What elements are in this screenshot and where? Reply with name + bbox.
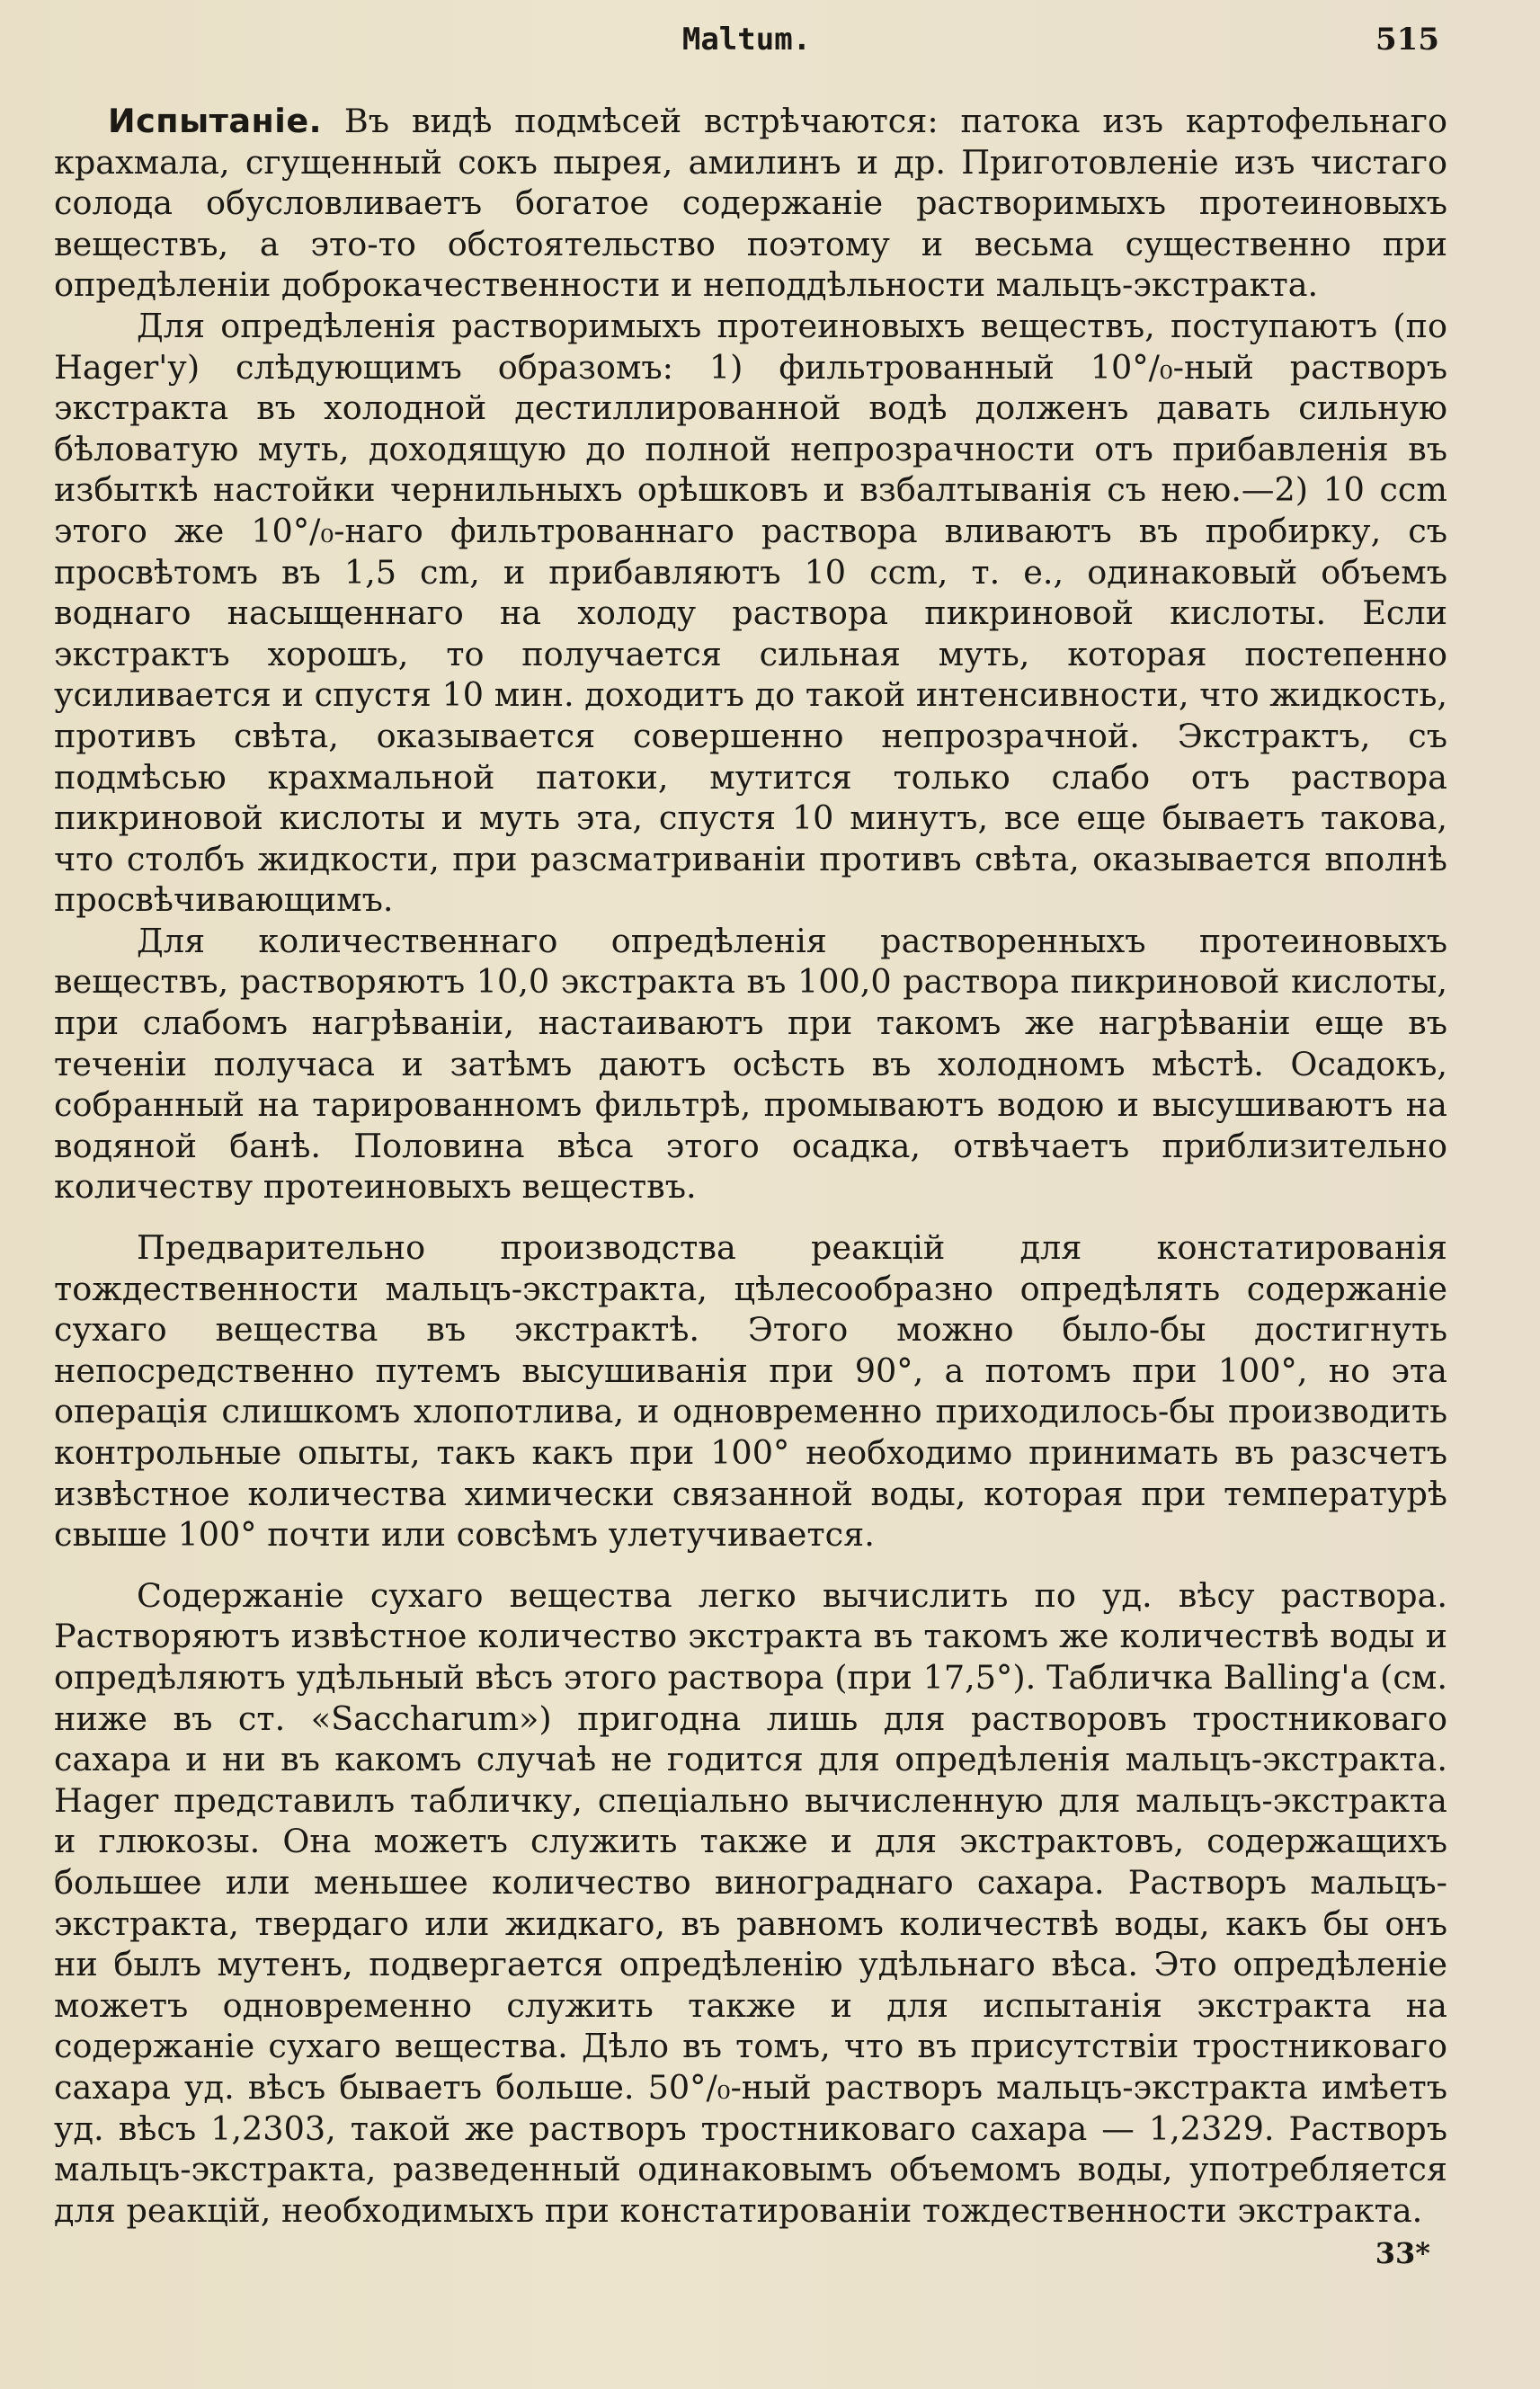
paragraph-text: Содержаніе сухаго вещества легко вычислить по уд. вѣсу раствора. Растворяютъ извѣстное количество экстракта въ такомъ же количествѣ воды и опредѣляютъ удѣльный вѣсъ этого раствора (при 17,5°). Табличка Balling'a (см. ниже въ ст. «Saccharum») пригодна лишь для растворовъ тростниковаго сахара и ни въ какомъ случаѣ не годится для опредѣленія мальцъ-экстракта. Hager представилъ табличку, спеціально вычисленную для мальцъ-экстракта и глюкозы. Она можетъ служить также и для экстрактовъ, содержащихъ большее или меньшее количество винограднаго сахара. Растворъ мальцъ-экстракта, твердаго или жидкаго, въ равномъ количествѣ воды, какъ бы онъ ни былъ мутенъ, подвергается опредѣленію удѣльнаго вѣса. Это опредѣленіе можетъ одновременно служить также и для испытанія экстракта на содержаніе сухаго вещества. Дѣло въ томъ, что въ присутствіи тростниковаго сахара уд. вѣсъ бываетъ больше. 50°/₀-ный растворъ мальцъ-экстракта имѣетъ уд. вѣсъ 1,2303, такой же растворъ тростниковаго сахара — 1,2329. Растворъ мальцъ-экстракта, разведенный одинаковымъ объемомъ воды, употребляется для реакцій, необходимыхъ при констатированіи тождественности экстракта. — [54, 1575, 1447, 2230]
paragraph — [54, 1227, 1447, 1556]
paragraph-text: Предварительно производства реакцій для констатированія тождественности мальцъ-экстракта, цѣлесообразно опредѣлять содержаніе сухаго вещества въ экстрактѣ. Этого можно было-бы достигнуть непосредственно путемъ высушиванія при 90°, а потомъ при 100°, но эта операція слишкомъ хлопотлива, и одновременно приходилось-бы производить контрольные опыты, такъ какъ при 100° необходимо принимать въ разсчетъ извѣстное количества химически связанной воды, которая при температурѣ свыше 100° почти или совсѣмъ улетучивается. — [54, 1228, 1447, 1555]
signature-mark: 33* — [1375, 2236, 1430, 2270]
paragraph-text: Для опредѣленія растворимыхъ протеиновыхъ веществъ, поступаютъ (по Hager'у) слѣдующимъ образомъ: 1) фильтрованный 10°/₀-ный растворъ экстракта въ холодной дестиллированной водѣ долженъ давать сильную бѣловатую муть, доходящую до полной непрозрачности отъ прибавленія въ избыткѣ настойки чернильныхъ орѣшковъ и взбалтыванія съ нею.—2) 10 ccm этого же 10°/₀-наго фильтрованнаго раствора вливаютъ въ пробирку, съ просвѣтомъ въ 1,5 cm, и прибавляютъ 10 ccm, т. е., одинаковый объемъ воднаго насыщеннаго на холоду раствора пикриновой кислоты. Если экстрактъ хорошъ, то получается сильная муть, которая постепенно усиливается и спустя 10 мин. доходитъ до такой интенсивности, что жидкость, противъ свѣта, оказывается совершенно непрозрачной. Экстрактъ, съ подмѣсью крахмальной патоки, мутится только слабо отъ раствора пикриновой кислоты и муть эта, спустя 10 минутъ, все еще бываетъ такова, что столбъ жидкости, при разсматриваніи противъ свѣта, оказывается вполнѣ просвѣчивающимъ. — [54, 306, 1447, 920]
body-text — [54, 101, 1447, 2231]
section-run-in-heading: Испытаніе. — [108, 102, 323, 140]
paragraph-text: Въ видѣ подмѣсей встрѣчаются: патока изъ картофельнаго крахмала, сгущенный сокъ пырея, амилинъ и др. Приготовленіе изъ чистаго солода обусловливаетъ богатое содержаніе растворимыхъ протеиновыхъ веществъ, а это-то обстоятельство поэтому и весьма существенно при опредѣленіи доброкачественности и неподдѣльности мальцъ-экстракта. — [54, 102, 1447, 305]
paragraph — [54, 921, 1447, 1208]
paragraph — [54, 1575, 1447, 2232]
running-title: Maltum. — [681, 22, 812, 58]
paragraph-text: Для количественнаго опредѣленія растворенныхъ протеиновыхъ веществъ, растворяютъ 10,0 экстракта въ 100,0 раствора пикриновой кислоты, при слабомъ нагрѣваніи, настаиваютъ при такомъ же нагрѣваніи еще въ теченіи получаса и затѣмъ даютъ осѣсть въ холодномъ мѣстѣ. Осадокъ, собранный на тарированномъ фильтрѣ, промываютъ водою и высушиваютъ на водяной банѣ. Половина вѣса этого осадка, отвѣчаетъ приблизительно количеству протеиновыхъ веществъ. — [54, 921, 1447, 1207]
page-number: 515 — [1375, 22, 1439, 58]
paragraph — [54, 306, 1447, 921]
paragraph — [54, 101, 1447, 306]
running-head — [54, 22, 1439, 67]
